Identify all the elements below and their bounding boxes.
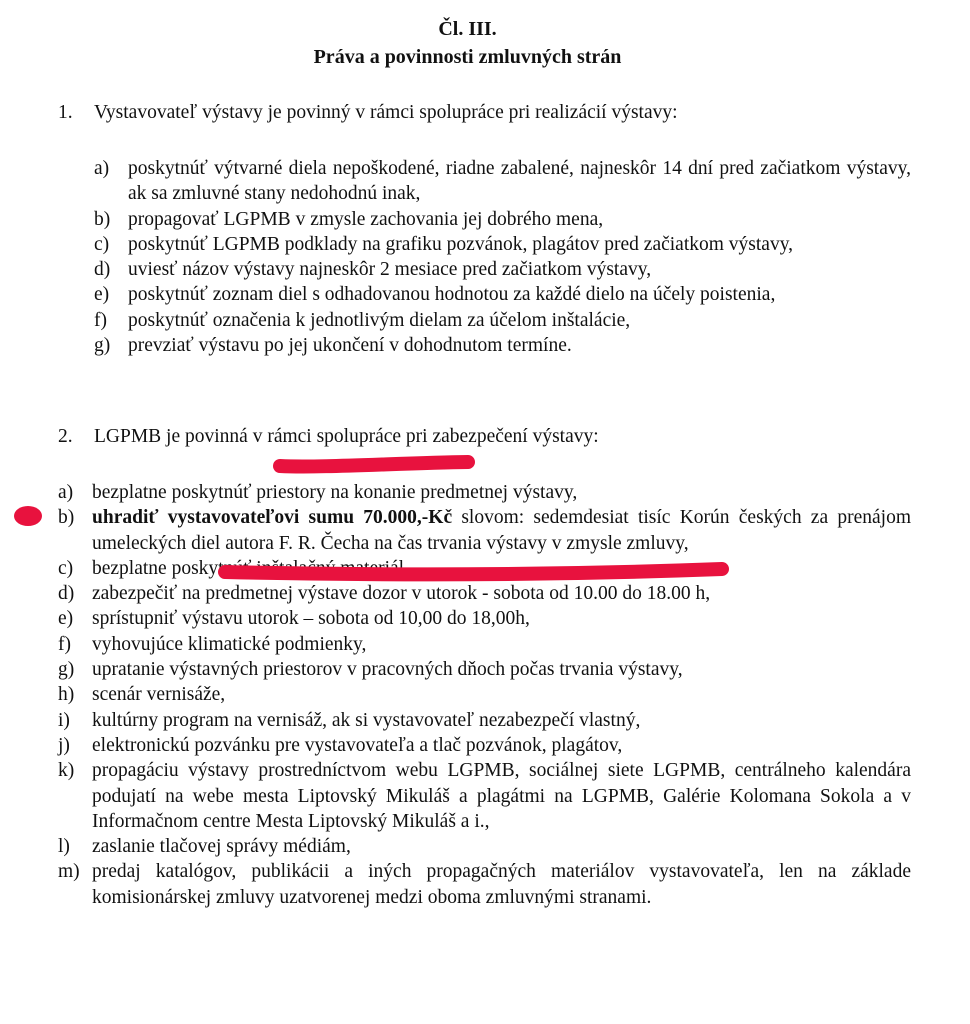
section-1-list (0, 156, 970, 358)
list-item: d) zabezpečiť na predmetnej výstave dozor v utorok - sobota od 10.00 do 18.00 h, (58, 583, 711, 605)
section-1-number: 1. (58, 102, 73, 123)
list-item: h) scenár vernisáže, (58, 684, 226, 706)
section-2-number: 2. (58, 426, 73, 447)
section-1-text: Vystavovateľ výstavy je povinný v rámci spolupráce pri realizácií výstavy: (94, 102, 678, 123)
list-item: d) uviesť názov výstavy najneskôr 2 mesiace pred začiatkom výstavy, (94, 259, 652, 281)
payment-amount: uhradiť vystavovateľovi sumu 70.000,-Kč (92, 507, 453, 529)
section-2-list (0, 480, 970, 910)
list-item: f) vyhovujúce klimatické podmienky, (58, 633, 367, 655)
list-item: f) poskytnúť označenia k jednotlivým dielam za účelom inštalácie, (94, 309, 631, 331)
list-item: c) poskytnúť LGPMB podklady na grafiku pozvánok, plagátov pred začiatkom výstavy, (94, 233, 794, 255)
list-item: i) kultúrny program na vernisáž, ak si vystavovateľ nezabezpečí vlastný, (58, 709, 641, 731)
list-item: a) poskytnúť výtvarné diela nepoškodené, riadne zabalené, najneskôr 14 dní pred začiatkom výstavy, ak sa zmluvné stany nedohodnú inak, (94, 158, 911, 205)
list-item: c) bezplatne poskytnúť inštalačný materiál, (58, 557, 409, 579)
list-item: e) sprístupniť výstavu utorok – sobota od 10,00 do 18,00h, (58, 608, 530, 630)
underline-stroke-spoluprace (280, 462, 468, 466)
article-subtitle: Práva a povinnosti zmluvných strán (313, 46, 622, 68)
list-item: m) predaj katalógov, publikácii a iných propagačných materiálov vystavovateľa, len na základe komisionárskej zmluvy uzatvorenej medzi oboma zmluvnými stranami. (58, 861, 911, 908)
list-item: g) prevziať výstavu po jej ukončení v dohodnutom termíne. (94, 335, 572, 357)
list-item: a) bezplatne poskytnúť priestory na konanie predmetnej výstavy, (58, 482, 578, 503)
list-item: l) zaslanie tlačovej správy médiám, (58, 836, 351, 858)
list-item: j) elektronickú pozvánku pre vystavovateľa a tlač pozvánok, plagátov, (58, 734, 623, 756)
list-item: b) propagovať LGPMB v zmysle zachovania jej dobrého mena, (94, 208, 604, 230)
list-item: g) upratanie výstavných priestorov v pracovných dňoch počas trvania výstavy, (58, 659, 683, 681)
section-2-text: LGPMB je povinná v rámci spolupráce pri zabezpečení výstavy: (94, 426, 599, 447)
list-item: k) propagáciu výstavy prostredníctvom webu LGPMB, sociálnej siete LGPMB, centrálneho kalendára podujatí na webe mesta Liptovský Mikuláš a plagátmi na LGPMB, Galérie Kolomana Sokola a v Informačnom centre Mesta Liptovský Mikuláš a i., (58, 760, 911, 832)
article-title: Čl. III. (438, 18, 497, 40)
section-2-heading (58, 426, 918, 448)
list-item-payment: b) uhradiť vystavovateľovi sumu 70.000,-Kč slovom: sedemdesiat tisíc Korún českých za prenájom umeleckých diel autora F. R. Čecha na čas trvania výstavy v zmysle zmluvy, (58, 507, 911, 554)
list-item: e) poskytnúť zoznam diel s odhadovanou hodnotou za každé dielo na účely poistenia, (94, 284, 776, 306)
section-1-heading (58, 102, 918, 124)
